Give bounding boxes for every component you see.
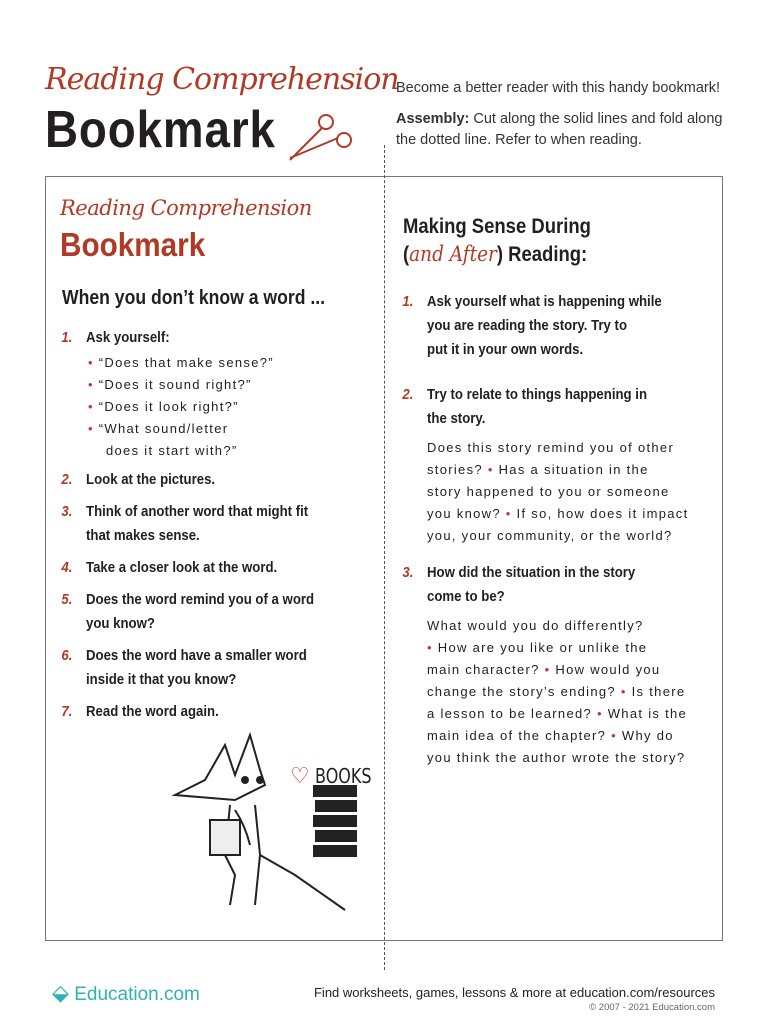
item-text: you know?	[86, 615, 155, 632]
item-number: 5.	[61, 591, 73, 608]
prompt-line: story happened to you or someone	[427, 484, 670, 499]
item-number: 6.	[61, 647, 73, 664]
list-item	[402, 383, 648, 431]
bookmark-title: Bookmark	[60, 226, 206, 263]
item-text: inside it that you know?	[86, 671, 237, 688]
item-number: 4.	[61, 559, 73, 576]
list-item	[61, 556, 278, 580]
list-item	[61, 500, 309, 548]
item-number: 2.	[61, 471, 73, 488]
item-number: 2.	[402, 386, 414, 403]
list-item	[61, 700, 219, 724]
prompt-line: change the story’s ending? • Is there	[427, 684, 686, 699]
footer-text: Find worksheets, games, lessons & more at education.com/resources	[313, 985, 715, 1000]
question-item: • “Does that make sense?”	[88, 355, 274, 370]
prompt-line: you, your community, or the world?	[427, 528, 673, 543]
item-text: the story.	[427, 410, 486, 427]
question-item: does it start with?”	[106, 443, 238, 458]
item-text: Look at the pictures.	[86, 471, 216, 488]
prompt-line: main idea of the chapter? • Why do	[427, 728, 674, 743]
item-number: 3.	[402, 564, 414, 581]
item-number: 1.	[61, 329, 73, 346]
assembly-text: Assembly: Cut along the solid lines and fold along the dotted line. Refer to when reading.	[396, 111, 723, 148]
education-logo[interactable]: ⬙ Education.com	[52, 980, 200, 1005]
prompt-line: main character? • How would you	[427, 662, 661, 677]
fox-reading-illustration	[165, 725, 365, 915]
prompt-line: you know? • If so, how does it impact	[427, 506, 689, 521]
question-item: • “What sound/letter	[88, 421, 229, 436]
item-text: Ask yourself what is happening while	[427, 293, 662, 310]
right-heading-2: (and After) Reading:	[403, 242, 588, 266]
item-number: 1.	[402, 293, 414, 310]
heart-icon: ♡	[290, 764, 310, 789]
question-item: • “Does it look right?”	[88, 399, 239, 414]
item-text: that makes sense.	[86, 527, 200, 544]
question-item: • “Does it sound right?”	[88, 377, 252, 392]
item-text: put it in your own words.	[427, 341, 584, 358]
books-label: BOOKS	[315, 764, 372, 788]
footer	[314, 985, 715, 1013]
list-item	[61, 468, 216, 492]
prompt-line: stories? • Has a situation in the	[427, 462, 649, 477]
scissors-icon	[286, 112, 354, 164]
prompt-line: • How are you like or unlike the	[427, 640, 648, 655]
right-heading-1: Making Sense During	[403, 215, 591, 238]
prompt-line: What would you do differently?	[427, 618, 644, 633]
item-text: Think of another word that might fit	[86, 503, 309, 520]
copyright: © 2007 - 2021 Education.com	[589, 1002, 715, 1013]
list-item	[402, 561, 636, 609]
item-text: come to be?	[427, 588, 505, 605]
item-text: Does the word have a smaller word	[86, 647, 307, 664]
item-text: Does the word remind you of a word	[86, 591, 315, 608]
item-text: Take a closer look at the word.	[86, 559, 278, 576]
header-title: Bookmark	[45, 101, 276, 159]
list-item	[61, 326, 170, 350]
intro-text: Become a better reader with this handy bookmark!	[396, 80, 720, 96]
intro	[396, 78, 736, 161]
prompt-line: Does this story remind you of other	[427, 440, 675, 455]
item-text: How did the situation in the story	[427, 564, 636, 581]
prompt-line: you think the author wrote the story?	[427, 750, 686, 765]
logo-icon: ⬙	[52, 980, 69, 1005]
item-number: 7.	[61, 703, 73, 720]
list-item	[61, 588, 315, 636]
prompt-line: a lesson to be learned? • What is the	[427, 706, 688, 721]
list-item	[61, 644, 307, 692]
item-text: you are reading the story. Try to	[427, 317, 628, 334]
item-number: 3.	[61, 503, 73, 520]
left-heading: When you don’t know a word ...	[62, 287, 326, 309]
header-title-script: Reading Comprehension	[45, 62, 399, 97]
fold-line	[384, 145, 385, 970]
books-stack-icon	[313, 785, 357, 857]
bookmark-title-script: Reading Comprehension	[60, 196, 312, 220]
item-text: Try to relate to things happening in	[427, 386, 648, 403]
item-text: Ask yourself:	[86, 329, 170, 346]
list-item	[402, 290, 662, 362]
item-text: Read the word again.	[86, 703, 219, 720]
